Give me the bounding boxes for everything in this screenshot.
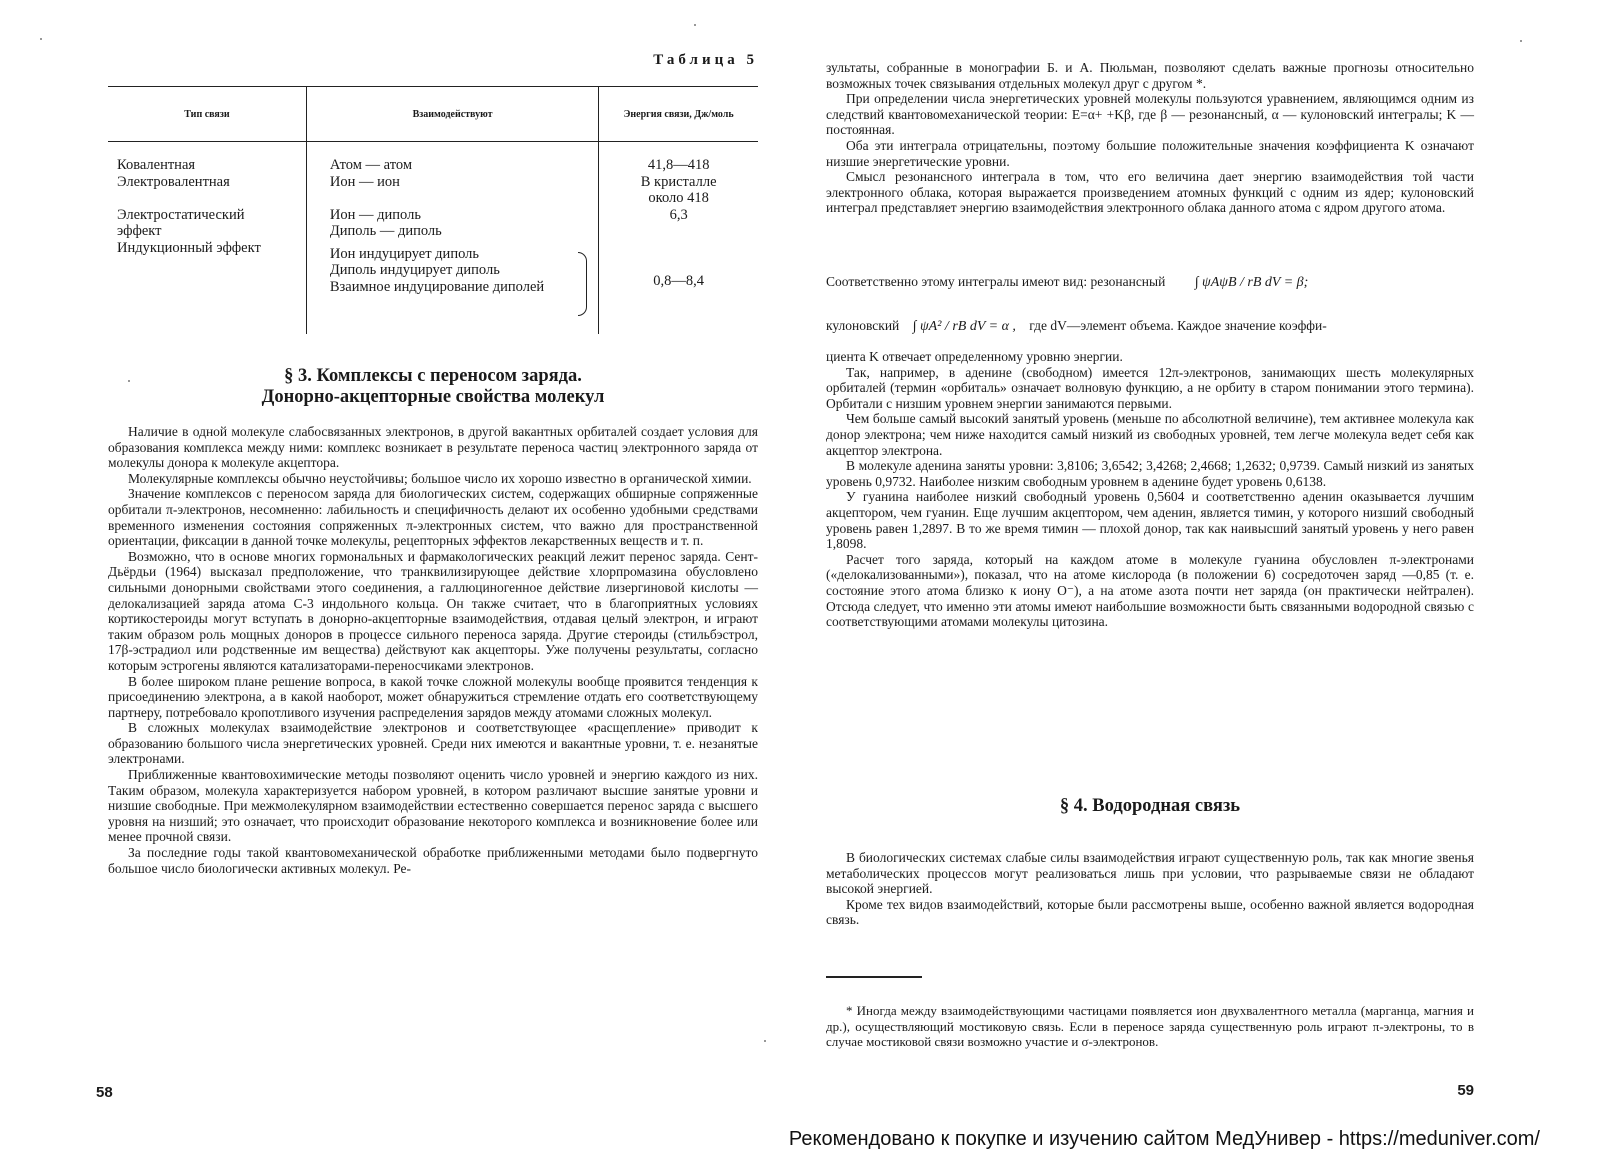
page-number-left: 58: [96, 1084, 113, 1101]
paragraph: Наличие в одной молекуле слабосвязанных электронов, в другой вакантных орбиталей создает условия для образования комплекса между ними: комплекс возникает в результате переноса частиц электронного заряда от молекулы донора к молекуле акцептора.: [108, 424, 758, 471]
table-header-interacting: Взаимодействуют: [306, 87, 598, 142]
paragraph: Возможно, что в основе многих гормональных и фармакологических реакций лежит перенос заряда. Сент-Дьёрдьи (1964) высказал предположение, что транквилизирующее действие хлорпромазина обусловлено сильными донорными свойствами этого соединения, а галлюциногенное действие лизергиновой кислоты — делокализацией заряда атома С-3 индольного кольца. Он также считает, что в благоприятных условиях кортикостероиды могут вступать в донорно-акцепторные взаимодействия, отдавая целый электрон, и играют таким образом роль мощных доноров в процессе сильного переноса заряда. Другие стероиды (стильбэстрол, 17β-эстрадиол или родственные им вещества) действуют как акцепторы. Уже получены результаты, согласно которым эстрогены являются катализаторами-переносчиками электронов.: [108, 548, 758, 673]
paragraph: циента K отвечает определенному уровню энергии.: [826, 349, 1123, 364]
watermark: Рекомендовано к покупке и изучению сайтом МедУнивер - https://meduniver.com/: [788, 1128, 1540, 1150]
paragraph: В более широком плане решение вопроса, в какой точке сложной молекулы вообще проявится тенденция к присоединению электрона, а в какой наоборот, может обнаружиться стремление отдать его соответствующему партнеру, потребовало кропотливого изучения распределения зарядов между атомами сложных молекул.: [108, 673, 758, 720]
footnote-text: * Иногда между взаимодействующими частицами появляется ион двухвалентного металла (марганца, магния и др.), осуществляющий мостиковую связь. Если в переносе заряда существенную роль играют π-электроны, то в случае мостиковой связи возможно участие и σ-электронов.: [826, 1003, 1474, 1050]
formula-continuation: где dV—элемент объема. Каждое значение коэффи-: [1029, 318, 1327, 333]
left-body-text: [108, 424, 758, 876]
paragraph: Расчет того заряда, который на каждом атоме в молекуле гуанина обусловлен π-электронами («делокализованными»), показал, что на атоме кислорода (в положении 6) сосредоточен заряд —0,85 (т. е. состояние этого атома близко к иону О⁻), а на атоме азота почти нет заряда (он практически нейтрален). Отсюда следует, что именно эти атомы имеют наибольшие возможности быть связанными водородной связью с соответствующими атомами молекулы цитозина.: [826, 551, 1474, 630]
paragraph: Оба эти интеграла отрицательны, поэтому большие положительные значения коэффициента K означают низшие энергетические уровни.: [826, 137, 1474, 169]
table-col-bond-types: Ковалентная Электровалентная Электростатический эффект Индукционный эффект: [117, 157, 261, 256]
paragraph: За последние годы такой квантовомеханической обработке приближенными методами было подвергнуто большое число биологически активных молекул. Ре-: [108, 845, 758, 876]
table-brace: [578, 252, 587, 316]
footnote-rule: [826, 976, 922, 978]
footnote: [826, 1003, 1474, 1050]
page-number-right: 59: [1457, 1082, 1474, 1099]
formula-line-2: [826, 318, 1474, 335]
paragraph: Молекулярные комплексы обычно неустойчивы; большое число их хорошо известно в органической химии.: [128, 470, 752, 486]
coulomb-integral: ∫ ψA² / rB dV = α ,: [912, 319, 1016, 334]
scan-speck: [40, 38, 42, 40]
scan-speck: [128, 380, 130, 382]
formula-intro: Соответственно этому интегралы имеют вид: резонансный: [826, 274, 1166, 289]
right-body-top: [826, 60, 1474, 216]
paragraph: При определении числа энергетических уровней молекулы пользуются уравнением, являющимся одним из следствий квантовомеханической теории: E=α+ +Kβ, где β — резонансный, α — кулоновский интегралы; K — постоянная.: [826, 91, 1474, 138]
section-3-title: § 3. Комплексы с переносом заряда. Донорно-акцепторные свойства молекул: [261, 366, 605, 407]
table-header-bond-type: Тип связи: [108, 87, 306, 142]
paragraph: В биологических системах слабые силы взаимодействия играют существенную роль, так как многие звенья метаболических процессов могут реализоваться лишь при условии, что разрываемые связи не обладают высокой энергией.: [826, 850, 1474, 897]
right-body-mid: [826, 349, 1474, 630]
section-4-title: § 4. Водородная связь: [1059, 796, 1241, 816]
table-caption: Таблица 5: [653, 52, 758, 68]
paragraph: Значение комплексов с переносом заряда для биологических систем, содержащих обширные сопряженные орбитали π-электронов, несомненно: лабильность и специфичность делают их особенно удобными средствами временного изменения состояния сопряженных π-электронных систем, что важно для пространственной ориентации, фиксации в данной точке молекулы, рецепторных эффектов лекарственных веществ и т. п.: [108, 486, 758, 549]
formula-line-1: [826, 274, 1474, 291]
paragraph: Так, например, в аденине (свободном) имеется 12π-электронов, занимающих шесть молекулярных орбиталей (термин «орбиталь» означает волновую функцию, а не орбиту в старом понимании этого термина). Орбитали с низшим уровнем энергии занимаются первыми.: [826, 364, 1474, 411]
paragraph: Приближенные квантовохимические методы позволяют оценить число уровней и энергию каждого из них. Таким образом, молекула характеризуется набором уровней, в котором различают высшие занятые уровни и низшие свободные. При межмолекулярном взаимодействии естественно совершается перенос заряда с высшего уровня на низший; это означает, что происходит образование некоторого комплекса и возникновение более или менее прочной связи.: [108, 767, 758, 845]
resonance-integral: ∫ ψAψB / rB dV = β;: [1194, 275, 1309, 290]
paragraph: Чем больше самый высокий занятый уровень (меньше по абсолютной величине), тем активнее молекула как донор электрона; чем ниже находится самый низкий из свободных уровней, тем легче молекула ведет себя как акцептор электрона.: [826, 411, 1474, 458]
coulomb-label: кулоновский: [826, 318, 900, 333]
paragraph: зультаты, собранные в монографии Б. и А. Пюльман, позволяют сделать важные прогнозы относительно возможных точек связывания отдельных молекул друг с другом *.: [826, 60, 1474, 91]
paragraph: В сложных молекулах взаимодействие электронов и соответствующее «расщепление» приводит к образованию большого числа энергетических уровней. Среди них имеются и вакантные уровни, т. е. незанятые электронами.: [108, 720, 758, 767]
table-col-interacting-b: Ион индуцирует диполь Диполь индуцирует диполь Взаимное индуцирование диполей: [329, 245, 545, 295]
right-body-bottom: [826, 850, 1474, 928]
bond-energy-table: [108, 86, 758, 334]
paragraph: Смысл резонансного интеграла в том, что его величина дает энергию взаимодействия той части электронного облака, которая выражается произведением атомных функций с одним из ядер; кулоновский интеграл представляет энергию взаимодействия электронного облака данного атома с ядром другого атома.: [826, 169, 1474, 216]
paragraph: В молекуле аденина заняты уровни: 3,8106; 3,6542; 3,4268; 2,4668; 1,2632; 0,9739. Самый низкий из занятых уровень 0,9732. Наиболее низким свободным уровнем в аденине будет уровень 0,6138.: [826, 458, 1474, 489]
paragraph: У гуанина наиболее низкий свободный уровень 0,5604 и соответственно аденин оказывается лучшим акцептором, чем гуанин. Еще лучшим акцептором, чем аденин, является тимин, у которого низший свободный уровень равен 1,2897. В то же время тимин — плохой донор, так как наивысший занятый уровень у него равен 1,8098.: [826, 489, 1474, 552]
scan-speck: [694, 24, 696, 26]
table-header-energy: Энергия связи, Дж/моль: [599, 87, 758, 142]
table-col-energy: 41,8—418 В кристалле около 418 6,3 0,8—8,4: [640, 157, 717, 289]
paragraph: Кроме тех видов взаимодействий, которые были рассмотрены выше, особенно важной является водородная связь.: [826, 896, 1474, 928]
scan-speck: [764, 1040, 766, 1042]
scan-speck: [1520, 40, 1522, 42]
table-col-interacting-a: Атом — атом Ион — ион Ион — диполь Диполь — диполь: [329, 157, 442, 239]
